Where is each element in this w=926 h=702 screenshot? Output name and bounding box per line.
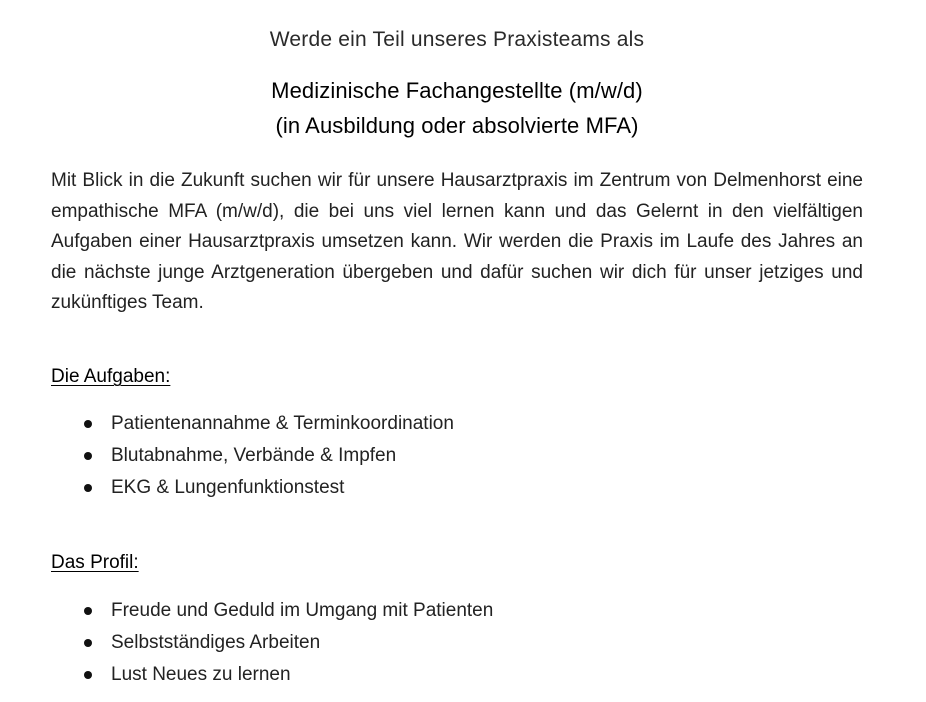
- list-item: [80, 408, 454, 440]
- list-item: [80, 627, 493, 659]
- intro-line: Werde ein Teil unseres Praxisteams als: [269, 28, 645, 51]
- list-item: [80, 659, 493, 691]
- bullet-icon: [84, 671, 92, 679]
- list-item-text: Lust Neues zu lernen: [111, 664, 291, 685]
- profile-list: [80, 595, 493, 691]
- job-title: Medizinische Fachangestellte (m/w/d): [271, 78, 643, 103]
- list-item-text: Patientenannahme & Terminkoordination: [111, 413, 454, 434]
- description-paragraph: Mit Blick in die Zukunft suchen wir für unsere Hausarztpraxis im Zentrum von Delmenhorst eine empathische MFA (m/w/d), die bei uns viel lernen kann und das Gelernt in den vielfältigen Aufgaben einer Hausarztpraxis umsetzen kann. Wir werden die Praxis im Laufe des Jahres an die nächste junge Arztgeneration übergeben und dafür suchen wir dich für unser jetziges und zukünftiges Team.: [51, 170, 863, 313]
- tasks-list: [80, 408, 454, 504]
- list-item-text: Freude und Geduld im Umgang mit Patienten: [111, 600, 494, 621]
- job-title-subline: (in Ausbildung oder absolvierte MFA): [275, 113, 639, 138]
- bullet-icon: [84, 639, 92, 647]
- list-item: [80, 472, 454, 504]
- list-item-text: EKG & Lungenfunktionstest: [111, 477, 345, 498]
- tasks-heading: Die Aufgaben:: [51, 366, 171, 387]
- bullet-icon: [84, 607, 92, 615]
- bullet-icon: [84, 420, 92, 428]
- bullet-icon: [84, 452, 92, 460]
- bullet-icon: [84, 484, 92, 492]
- list-item-text: Blutabnahme, Verbände & Impfen: [111, 445, 397, 466]
- list-item: [80, 440, 454, 472]
- list-item-text: Selbstständiges Arbeiten: [111, 632, 321, 653]
- list-item: [80, 595, 493, 627]
- profile-heading: Das Profil:: [51, 552, 139, 573]
